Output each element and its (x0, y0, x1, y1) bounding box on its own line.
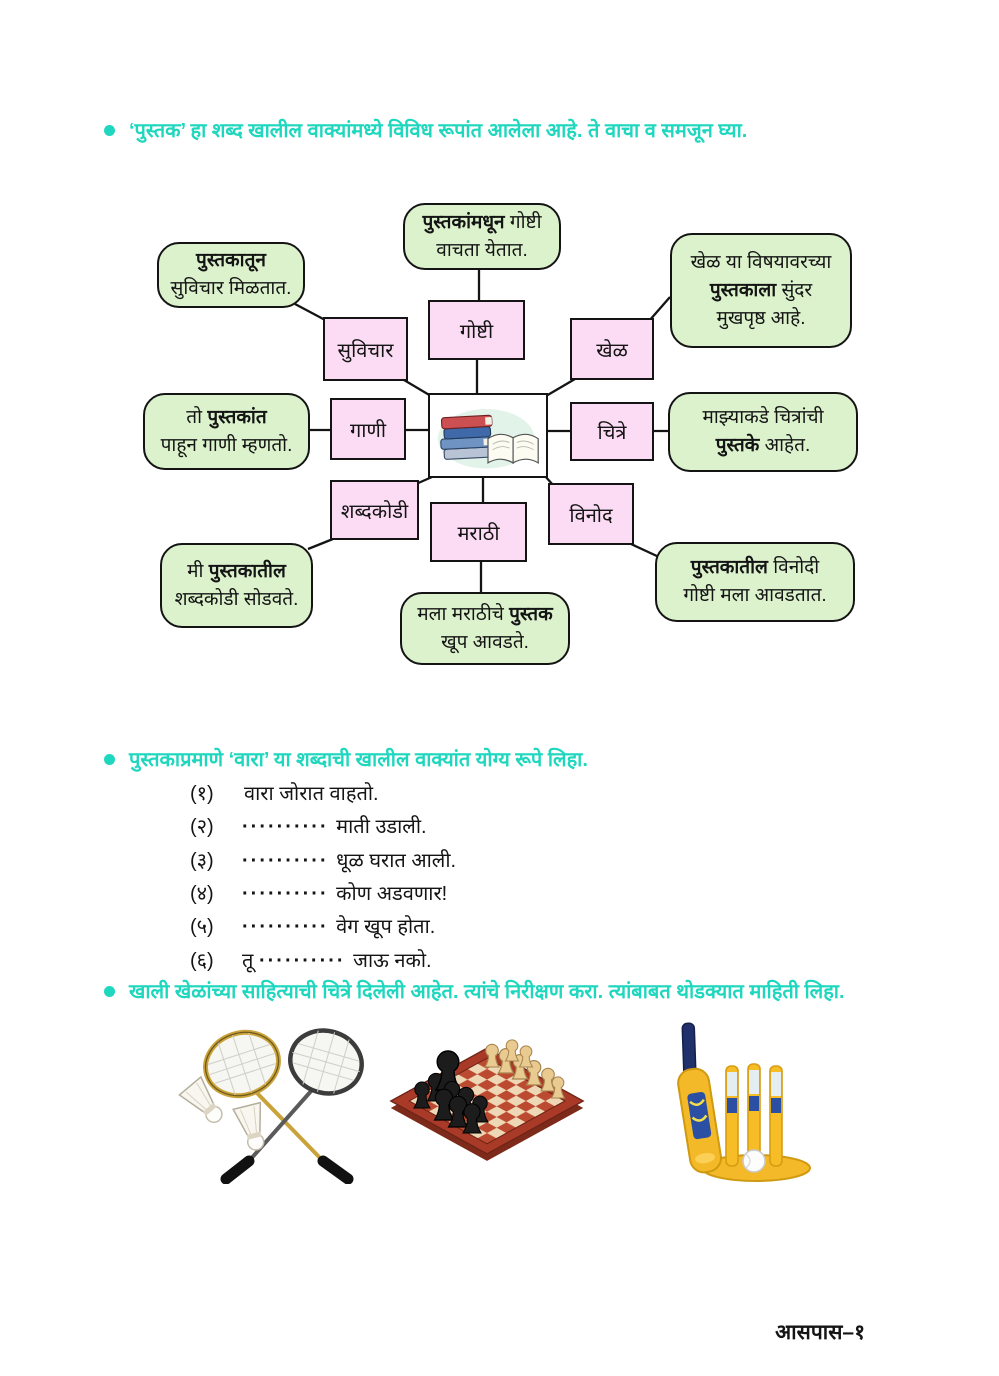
bullet-icon (104, 754, 115, 765)
bullet-icon (104, 986, 115, 997)
fill-blank-item-3: (३) ·········· धूळ घरात आली. (190, 846, 456, 876)
fill-blank-item-1: (१) वारा जोरात वाहतो. (190, 779, 379, 809)
dotted-blank: ·········· (242, 850, 329, 872)
fill-blank-item-4: (४) ·········· कोण अडवणार! (190, 879, 447, 909)
item-number: (१) (190, 783, 214, 805)
green-box-chitre-sentence: माझ्याकडे चित्रांची पुस्तके आहेत. (668, 392, 858, 472)
page-footer (735, 1318, 865, 1346)
green-box-gani-sentence: तो पुस्तकांत पाहून गाणी म्हणतो. (143, 393, 310, 470)
heading-text: पुस्तकाप्रमाणे ‘वारा’ या शब्दाची खालील वाक्यांत योग्य रूपे लिहा. (129, 749, 588, 771)
item-number: (५) (190, 916, 214, 938)
cricket-icon (648, 1008, 833, 1190)
green-box-vinod-sentence: पुस्तकातील विनोदी गोष्टी मला आवडतात. (655, 542, 855, 622)
item-number: (६) (190, 950, 214, 972)
item-number: (२) (190, 816, 214, 838)
pink-box-suvichar: सुविचार (323, 317, 408, 381)
green-box-marathi-sentence: मला मराठीचे पुस्तक खूप आवडते. (400, 592, 570, 665)
green-box-shabdakodi-sentence: मी पुस्तकातील शब्दकोडी सोडवते. (160, 543, 313, 628)
books-icon (431, 396, 545, 475)
item-number: (४) (190, 883, 214, 905)
green-box-goshti-sentence: पुस्तकांमधून गोष्टी वाचता येतात. (403, 203, 561, 270)
pink-box-shabdakodi: शब्दकोडी (330, 480, 419, 540)
dotted-blank: ·········· (242, 883, 329, 905)
item-number: (३) (190, 850, 214, 872)
pink-box-chitre: चित्रे (570, 402, 654, 461)
pink-box-vinod: विनोद (548, 483, 634, 545)
cricket-image (648, 1008, 833, 1195)
fill-blank-item-5: (५) ·········· वेग खूप होता. (190, 912, 435, 942)
footer-label: आसपास–१ (775, 1321, 865, 1344)
pink-box-khel: खेळ (570, 318, 654, 380)
pink-box-gani: गाणी (330, 398, 406, 460)
section-book-forms-heading (104, 117, 884, 145)
pink-box-goshti: गोष्टी (428, 300, 525, 360)
heading-text: खाली खेळांच्या साहित्याची चित्रे दिलेली आहेत. त्यांचे निरीक्षण करा. त्यांबाबत थोडक्यात माहिती लिहा. (129, 981, 845, 1003)
section-fill-blanks-heading (104, 746, 804, 774)
dotted-blank: ·········· (242, 816, 329, 838)
dotted-blank: ·········· (258, 950, 346, 972)
pink-box-marathi: मराठी (430, 502, 527, 562)
chess-image (360, 1022, 615, 1172)
heading-text: ‘पुस्तक’ हा शब्द खालील वाक्यांमध्ये विविध रूपांत आलेला आहे. ते वाचा व समजून घ्या. (129, 120, 748, 142)
center-books-box (428, 393, 548, 478)
green-box-khel-sentence: खेळ या विषयावरच्या पुस्तकाला सुंदर मुखपृष्ठ आहे. (670, 233, 852, 348)
green-box-suvichar-sentence: पुस्तकातून सुविचार मिळतात. (157, 242, 305, 308)
fill-blank-item-6: (६) तू ·········· जाऊ नको. (190, 946, 432, 976)
fill-blank-item-2: (२) ·········· माती उडाली. (190, 812, 427, 842)
dotted-blank: ·········· (242, 916, 329, 938)
bullet-icon (104, 125, 115, 136)
chess-icon (360, 1022, 615, 1167)
section-sports-heading (104, 978, 954, 1006)
